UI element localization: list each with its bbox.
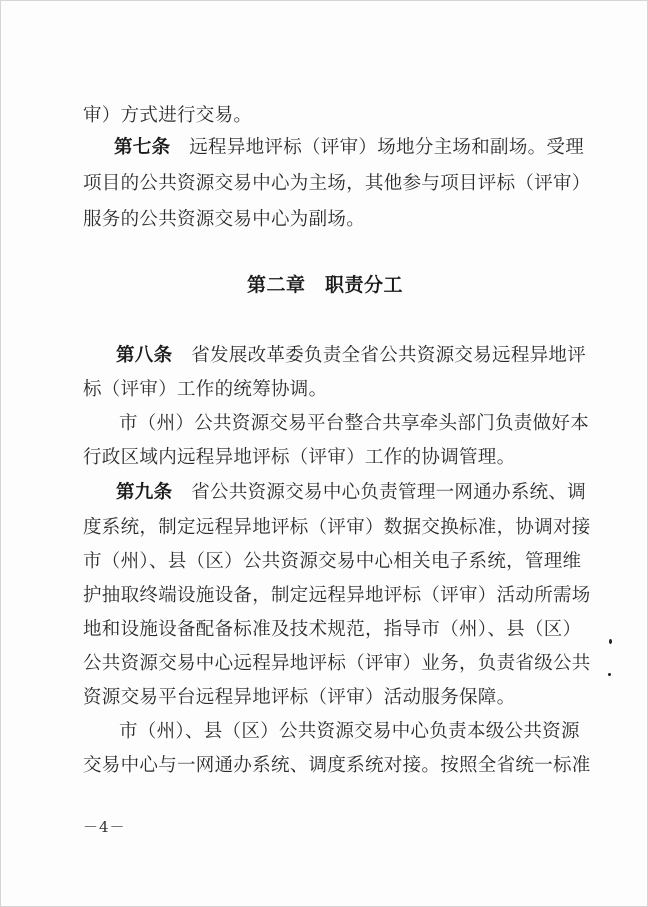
text-line: 市（州）、县（区）公共资源交易中心相关电子系统，管理维 (83, 551, 582, 572)
article-9-label: 第九条 (116, 482, 173, 503)
text-line: 行政区域内远程异地评标（评审）工作的协调管理。 (83, 447, 516, 468)
article-9-line: 第九条 省公共资源交易中心负责管理一网通办系统、调 (116, 482, 587, 503)
text-line: 地和设施设备配备标准及技术规范，指导市（州）、县（区） (83, 619, 582, 640)
text-line: 资源交易平台远程异地评标（评审）活动服务保障。 (83, 687, 516, 708)
text-line: 护抽取终端设施设备，制定远程异地评标（评审）活动所需场 (83, 585, 591, 606)
text-line: 公共资源交易中心远程异地评标（评审）业务，负责省级公共 (83, 653, 591, 674)
text-line: 度系统，制定远程异地评标（评审）数据交换标准，协调对接 (83, 517, 591, 538)
scan-speck (608, 673, 611, 676)
chapter-heading: 第二章 职责分工 (246, 274, 403, 296)
text-line: 市（州）、县（区）公共资源交易中心负责本级公共资源 (119, 721, 580, 742)
article-7-line: 第七条 远程异地评标（评审）场地分主场和副场。受理 (114, 137, 585, 158)
text-line: 交易中心与一网通办系统、调度系统对接。按照全省统一标准 (83, 755, 591, 776)
article-7-label: 第七条 (114, 137, 171, 158)
text-line: 市（州）公共资源交易平台整合共享牵头部门负责做好本 (119, 413, 590, 434)
article-8-label: 第八条 (116, 345, 173, 366)
article-8-line: 第八条 省发展改革委负责全省公共资源交易远程异地评 (116, 345, 587, 366)
page-number: －4－ (83, 818, 126, 836)
text-line: 标（评审）工作的统筹协调。 (83, 379, 328, 400)
scan-speck (609, 639, 612, 644)
text-line: 审）方式进行交易。 (83, 105, 253, 126)
text-line: 项目的公共资源交易中心为主场，其他参与项目评标（评审） (83, 173, 591, 194)
text-line: 服务的公共资源交易中心为副场。 (83, 209, 366, 230)
